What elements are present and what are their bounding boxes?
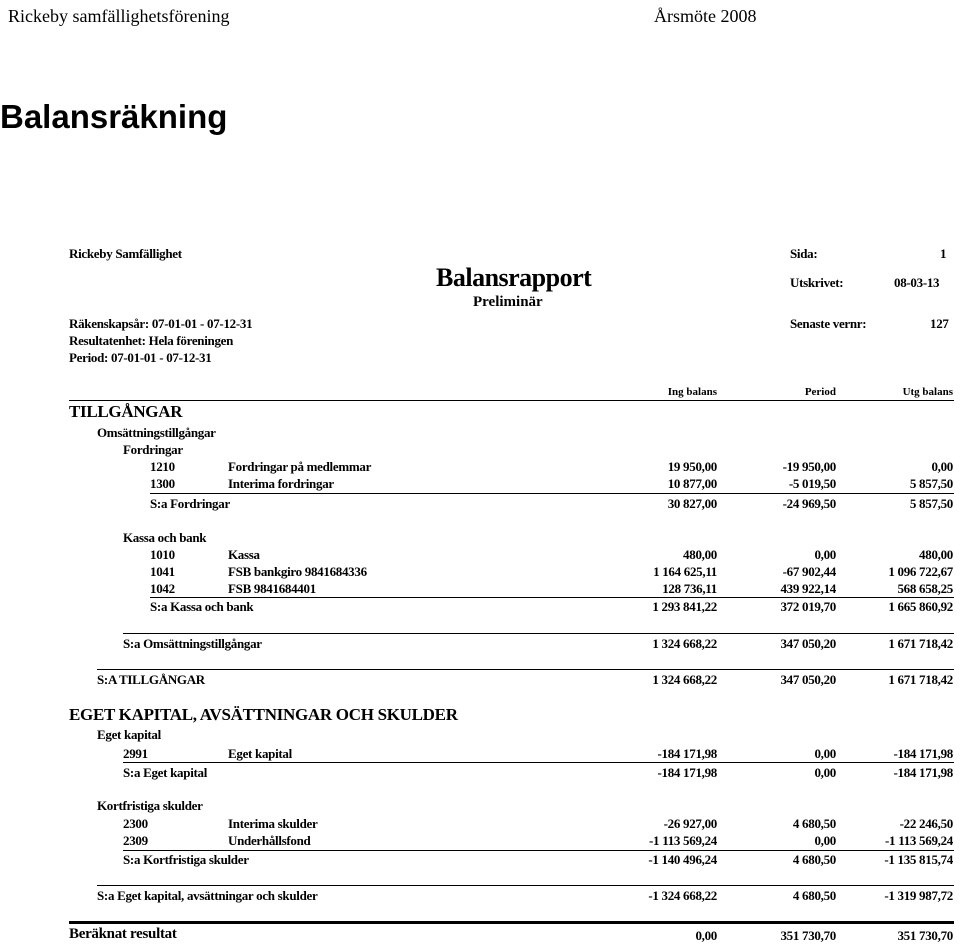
account-number: 2991 [123, 746, 148, 761]
page-label: Sida: [790, 246, 818, 261]
sum-rule [150, 597, 954, 598]
col-ing-balans: Ing balans [667, 386, 717, 398]
report-org: Rickeby Samfällighet [69, 246, 182, 261]
page-value: 1 [940, 246, 947, 261]
col-utg-balans: Utg balans [902, 386, 953, 398]
ing-value: -184 171,98 [657, 765, 717, 780]
printed-value: 08-03-13 [894, 275, 940, 290]
sum-rule [123, 633, 954, 634]
ing-value: -1 113 569,24 [649, 833, 717, 848]
period-value: 347 050,20 [780, 636, 836, 651]
utg-value: 5 857,50 [909, 496, 953, 511]
sum-label: S:a Fordringar [150, 496, 230, 511]
utg-value: -22 246,50 [899, 816, 953, 831]
utg-value: 1 671 718,42 [888, 636, 953, 651]
header-rule [69, 400, 954, 401]
sum-label: S:a Kortfristiga skulder [123, 852, 249, 867]
printed-label: Utskrivet: [790, 275, 844, 290]
period-value: 372 019,70 [780, 599, 836, 614]
account-number: 1210 [150, 459, 175, 474]
utg-value: -184 171,98 [893, 765, 953, 780]
period-value: 4 680,50 [792, 852, 836, 867]
period-value: 4 680,50 [792, 816, 836, 831]
ing-value: 1 324 668,22 [652, 672, 717, 687]
period-value: -5 019,50 [788, 476, 836, 491]
utg-value: 568 658,25 [897, 581, 953, 596]
account-name: Kassa [228, 547, 260, 562]
sum-rule [123, 762, 954, 763]
col-period: Period [804, 386, 836, 398]
sum-rule [123, 850, 954, 851]
slide-title: Balansräkning [0, 98, 228, 135]
utg-value: 5 857,50 [909, 476, 953, 491]
utg-value: -1 135 815,74 [884, 852, 953, 867]
ing-value: -26 927,00 [663, 816, 717, 831]
utg-value: -184 171,98 [893, 746, 953, 761]
account-name: Underhållsfond [228, 833, 311, 848]
account-name: Interima fordringar [228, 476, 334, 491]
period-value: 347 050,20 [780, 672, 836, 687]
period-value: -67 902,44 [782, 564, 836, 579]
header-right: Årsmöte 2008 [654, 6, 757, 26]
current-assets-heading: Omsättningstillgångar [97, 425, 216, 440]
period: Period: 07-01-01 - 07-12-31 [69, 350, 212, 365]
period-value: 439 922,14 [780, 581, 836, 596]
utg-value: 1 096 722,67 [888, 564, 953, 579]
ing-value: 128 736,11 [662, 581, 717, 596]
account-number: 1300 [150, 476, 175, 491]
account-name: FSB 9841684401 [228, 581, 316, 596]
ing-value: 30 827,00 [667, 496, 717, 511]
account-number: 2309 [123, 833, 148, 848]
result-rule [69, 921, 954, 924]
last-ver-label: Senaste vernr: [790, 316, 867, 331]
sum-label: S:a Eget kapital [123, 765, 208, 780]
result-unit: Resultatenhet: Hela föreningen [69, 333, 234, 348]
period-value: -19 950,00 [782, 459, 836, 474]
ing-value: 1 324 668,22 [652, 636, 717, 651]
utg-value: 480,00 [919, 547, 953, 562]
period-value: -24 969,50 [782, 496, 836, 511]
utg-value: -1 113 569,24 [885, 833, 953, 848]
period-value: 0,00 [814, 833, 836, 848]
ing-value: -184 171,98 [657, 746, 717, 761]
utg-value: 1 665 860,92 [888, 599, 953, 614]
sum-label: S:a Eget kapital, avsättningar och skulder [97, 888, 318, 903]
ing-value: 19 950,00 [667, 459, 717, 474]
account-name: FSB bankgiro 9841684336 [228, 564, 367, 579]
sum-label: S:a Omsättningstillgångar [123, 636, 262, 651]
ing-value: 10 877,00 [667, 476, 717, 491]
ing-value: 1 293 841,22 [652, 599, 717, 614]
ing-value: -1 324 668,22 [648, 888, 717, 903]
ing-value: 480,00 [683, 547, 717, 562]
short-term-heading: Kortfristiga skulder [97, 798, 203, 813]
ing-value: 0,00 [695, 928, 717, 943]
header-left: Rickeby samfällighetsförening [8, 6, 230, 26]
sum-label: S:a Kassa och bank [150, 599, 254, 614]
account-number: 2300 [123, 816, 148, 831]
receivables-heading: Fordringar [123, 442, 183, 457]
period-value: 351 730,70 [780, 928, 836, 943]
sum-rule [97, 669, 954, 670]
sum-rule [150, 493, 954, 494]
assets-title: TILLGÅNGAR [69, 402, 183, 421]
utg-value: 1 671 718,42 [888, 672, 953, 687]
report-title: Balansrapport [436, 263, 592, 292]
period-value: 0,00 [814, 547, 836, 562]
utg-value: -1 319 987,72 [884, 888, 953, 903]
result-label: Beräknat resultat [69, 926, 177, 942]
period-value: 0,00 [814, 746, 836, 761]
period-value: 0,00 [814, 765, 836, 780]
account-name: Eget kapital [228, 746, 292, 761]
account-name: Interima skulder [228, 816, 318, 831]
account-number: 1010 [150, 547, 175, 562]
ing-value: -1 140 496,24 [648, 852, 717, 867]
sum-label: S:A TILLGÅNGAR [97, 672, 205, 687]
account-number: 1042 [150, 581, 175, 596]
last-ver-value: 127 [930, 316, 949, 331]
account-name: Fordringar på medlemmar [228, 459, 372, 474]
utg-value: 0,00 [931, 459, 953, 474]
ing-value: 1 164 625,11 [653, 564, 717, 579]
sum-rule [97, 885, 954, 886]
period-value: 4 680,50 [792, 888, 836, 903]
liabilities-title: EGET KAPITAL, AVSÄTTNINGAR OCH SKULDER [69, 705, 458, 724]
report-subtitle: Preliminär [473, 294, 543, 310]
equity-heading: Eget kapital [97, 727, 161, 742]
account-number: 1041 [150, 564, 175, 579]
utg-value: 351 730,70 [897, 928, 953, 943]
cash-heading: Kassa och bank [123, 530, 207, 545]
fiscal-year: Räkenskapsår: 07-01-01 - 07-12-31 [69, 316, 253, 331]
